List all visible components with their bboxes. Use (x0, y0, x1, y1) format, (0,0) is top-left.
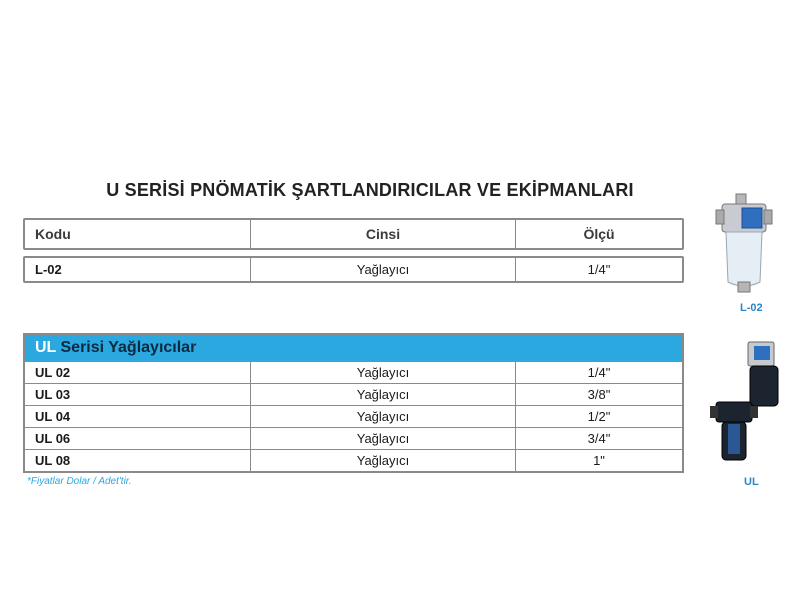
row-code: UL 03 (35, 387, 71, 402)
row-type: Yağlayıcı (356, 365, 410, 380)
row-size: 3/8" (587, 387, 611, 402)
table-row (25, 405, 682, 427)
table-header (23, 218, 684, 250)
l02-product-label: L-02 (740, 302, 763, 314)
header-type: Cinsi (365, 226, 401, 242)
row-size: 1/4" (587, 262, 611, 277)
row-type: Yağlayıcı (356, 431, 410, 446)
table-row (23, 256, 684, 283)
row-code: UL 06 (35, 431, 71, 446)
header-code: Kodu (35, 226, 71, 242)
l02-product-image (712, 190, 776, 296)
price-note: *Fiyatlar Dolar / Adet'tir. (27, 476, 132, 487)
row-type: Yağlayıcı (356, 387, 410, 402)
header-size: Ölçü (583, 226, 615, 242)
table-row (25, 449, 682, 471)
page-title: U SERİSİ PNÖMATİK ŞARTLANDIRICILAR VE EKİPMANLARI (106, 180, 634, 200)
row-type: Yağlayıcı (356, 262, 410, 277)
table-row (25, 361, 682, 383)
table-row (25, 383, 682, 405)
row-code: UL 08 (35, 453, 71, 468)
ul-product-label: UL (744, 476, 759, 488)
row-code: L-02 (35, 262, 62, 277)
ul-series-prefix: UL (35, 339, 57, 356)
ul-series-banner (25, 335, 682, 361)
row-size: 3/4" (587, 431, 611, 446)
row-size: 1" (593, 453, 605, 468)
row-size: 1/4" (587, 365, 611, 380)
table-row (25, 427, 682, 449)
row-type: Yağlayıcı (356, 409, 410, 424)
row-code: UL 02 (35, 365, 71, 380)
ul-series-title: Serisi Yağlayıcılar (60, 339, 197, 356)
row-type: Yağlayıcı (356, 453, 410, 468)
row-code: UL 04 (35, 409, 71, 424)
row-size: 1/2" (587, 409, 611, 424)
ul-product-image (708, 340, 792, 470)
ul-series-table (23, 333, 684, 473)
